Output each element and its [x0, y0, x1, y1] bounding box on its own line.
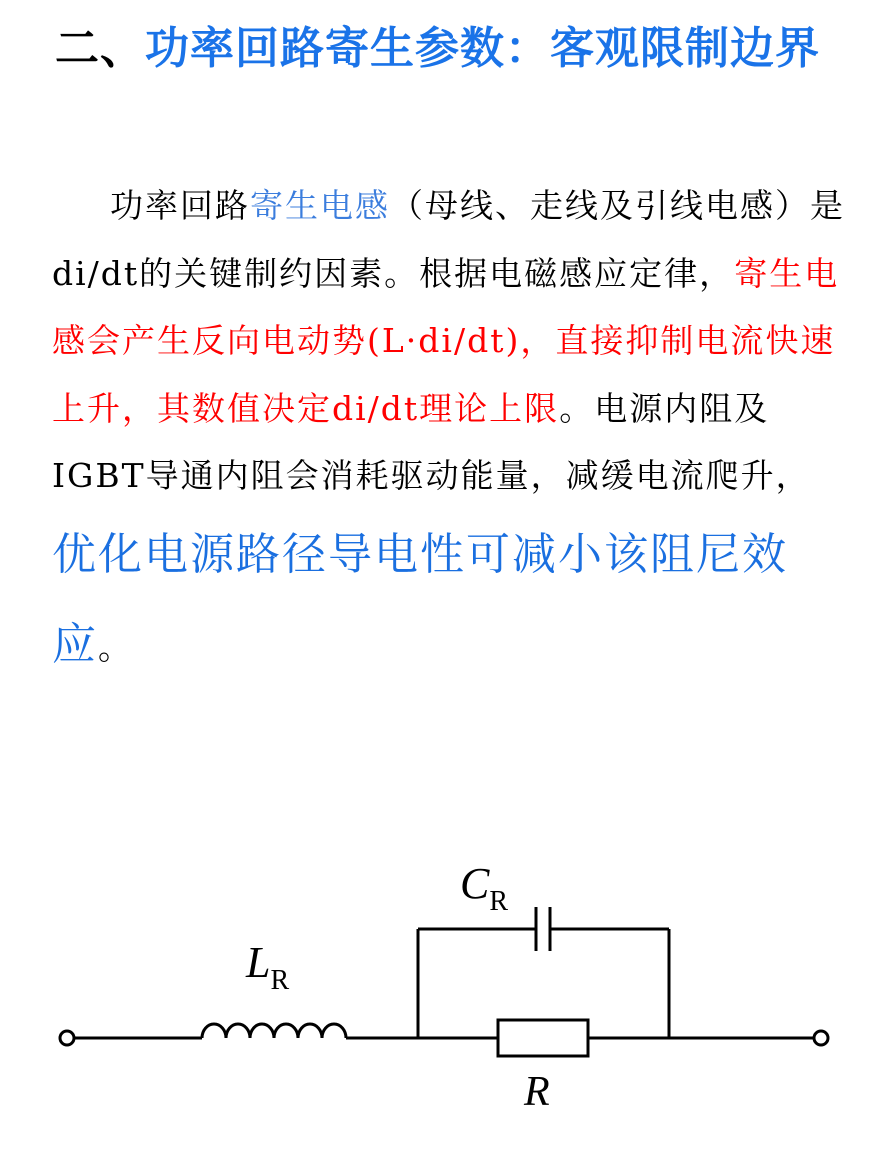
body-paragraph: [52, 172, 852, 690]
text-segment: 功率回路: [110, 186, 250, 225]
capacitor-subscript: R: [489, 886, 509, 917]
blue-emphasis: 优化电源路径导电性可减小该阻尼效应: [52, 528, 788, 670]
red-emphasis: 寄生电感会产生反向电动势(L·di/dt)，直接抑制电流快速上升，其数值决定di/dt理论上限: [52, 253, 840, 428]
inductor-subscript: R: [270, 965, 290, 996]
highlight-term: 寄生电感: [250, 186, 390, 225]
capacitor-label: C: [460, 859, 490, 908]
resistor-body: [498, 1020, 588, 1056]
svg-text:CR: [460, 859, 508, 917]
text-segment: 。: [98, 627, 133, 667]
resistor-label: R: [524, 1069, 550, 1115]
inductor-coil: [202, 1024, 346, 1038]
svg-text:LR: [245, 938, 289, 996]
left-terminal: [60, 1031, 74, 1045]
text-segment: （母线、走线及引线电感）是di/dt的关键制约因素。根据电磁感应定律，: [52, 186, 845, 293]
text-segment: 。电源内阻及IGBT导通内阻会消耗驱动能量，减缓电流爬升，: [52, 388, 811, 495]
right-terminal: [814, 1031, 828, 1045]
circuit-diagram: [50, 850, 840, 1120]
section-number: 二、: [55, 23, 145, 74]
inductor-label: L: [246, 938, 271, 987]
section-heading: [55, 0, 855, 98]
section-title: 功率回路寄生参数：客观限制边界: [145, 23, 820, 74]
